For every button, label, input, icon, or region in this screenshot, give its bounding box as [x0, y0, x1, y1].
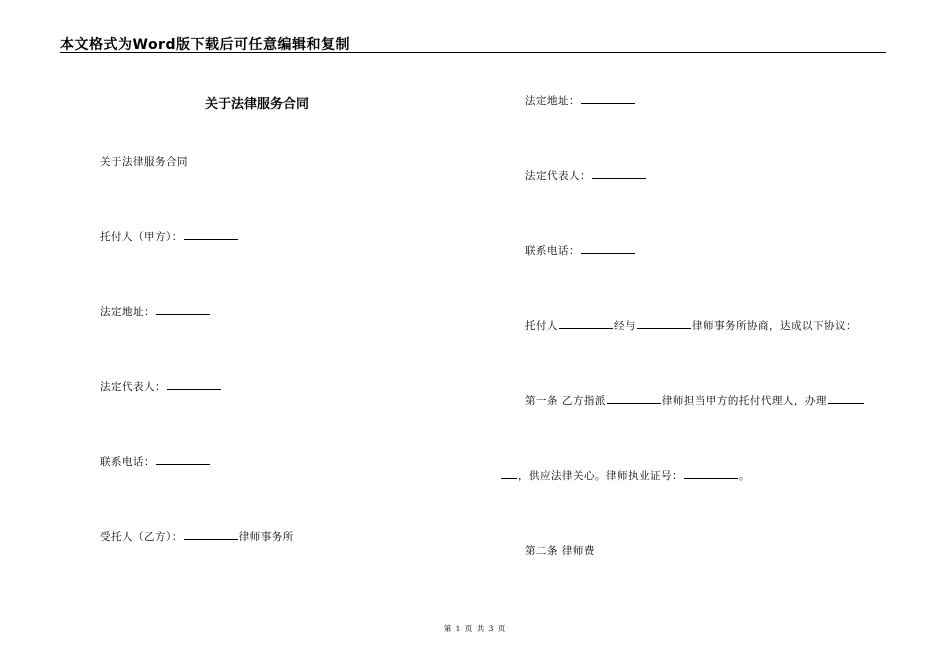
blank-field: [592, 169, 646, 179]
blank-field: [581, 244, 635, 254]
trustee-party-b-label: 受托人（乙方）：: [100, 531, 183, 543]
left-line-5: [100, 454, 211, 469]
left-line-3: [100, 304, 211, 319]
blank-field: [156, 455, 210, 465]
right-line-2: [525, 168, 647, 183]
article-one-text-c: ，供应法律关心。律师执业证号：: [518, 470, 683, 482]
blank-field: [581, 94, 635, 104]
contact-phone-label: 联系电话：: [525, 245, 580, 257]
blank-field: [559, 319, 613, 329]
document-title: 关于法律服务合同: [205, 97, 310, 112]
subtitle-text: 关于法律服务合同: [100, 156, 188, 168]
article-one-text-b: 律师担当甲方的托付代理人，办理: [661, 395, 827, 407]
client-party-a-label: 托付人（甲方）：: [100, 231, 183, 243]
legal-representative-label: 法定代表人：: [100, 381, 166, 393]
agreement-text-c: 律师事务所协商，达成以下协议：: [692, 320, 857, 332]
blank-field: [501, 469, 517, 479]
left-line-1: [100, 154, 188, 169]
left-line-4: [100, 379, 222, 394]
article-two-heading: 第二条 律师费: [525, 545, 595, 557]
right-line-6: [500, 468, 750, 483]
document-header: 本文格式为Word版下载后可任意编辑和复制: [60, 37, 350, 53]
page-number: 第 1 页 共 3 页: [443, 624, 507, 633]
left-line-2: [100, 229, 239, 244]
left-line-6: [100, 529, 294, 544]
right-line-5: [525, 393, 865, 408]
blank-field: [156, 305, 210, 315]
contact-phone-label: 联系电话：: [100, 456, 155, 468]
right-line-3: [525, 243, 636, 258]
blank-field: [167, 380, 221, 390]
legal-address-label: 法定地址：: [525, 95, 580, 107]
agreement-text-b: 经与: [614, 320, 636, 332]
period-text: 。: [739, 470, 750, 482]
blank-field: [184, 230, 238, 240]
legal-representative-label: 法定代表人：: [525, 170, 591, 182]
agreement-text-a: 托付人: [525, 320, 558, 332]
blank-field: [607, 394, 661, 404]
header-divider: [60, 52, 886, 53]
blank-field: [637, 319, 691, 329]
legal-address-label: 法定地址：: [100, 306, 155, 318]
blank-field: [828, 394, 864, 404]
right-line-4: [525, 318, 857, 333]
right-line-1: [525, 93, 636, 108]
blank-field: [184, 530, 238, 540]
blank-field: [684, 469, 738, 479]
law-firm-text: 律师事务所: [238, 531, 294, 543]
right-line-7: [525, 543, 595, 558]
article-one-text-a: 第一条 乙方指派: [525, 395, 606, 407]
